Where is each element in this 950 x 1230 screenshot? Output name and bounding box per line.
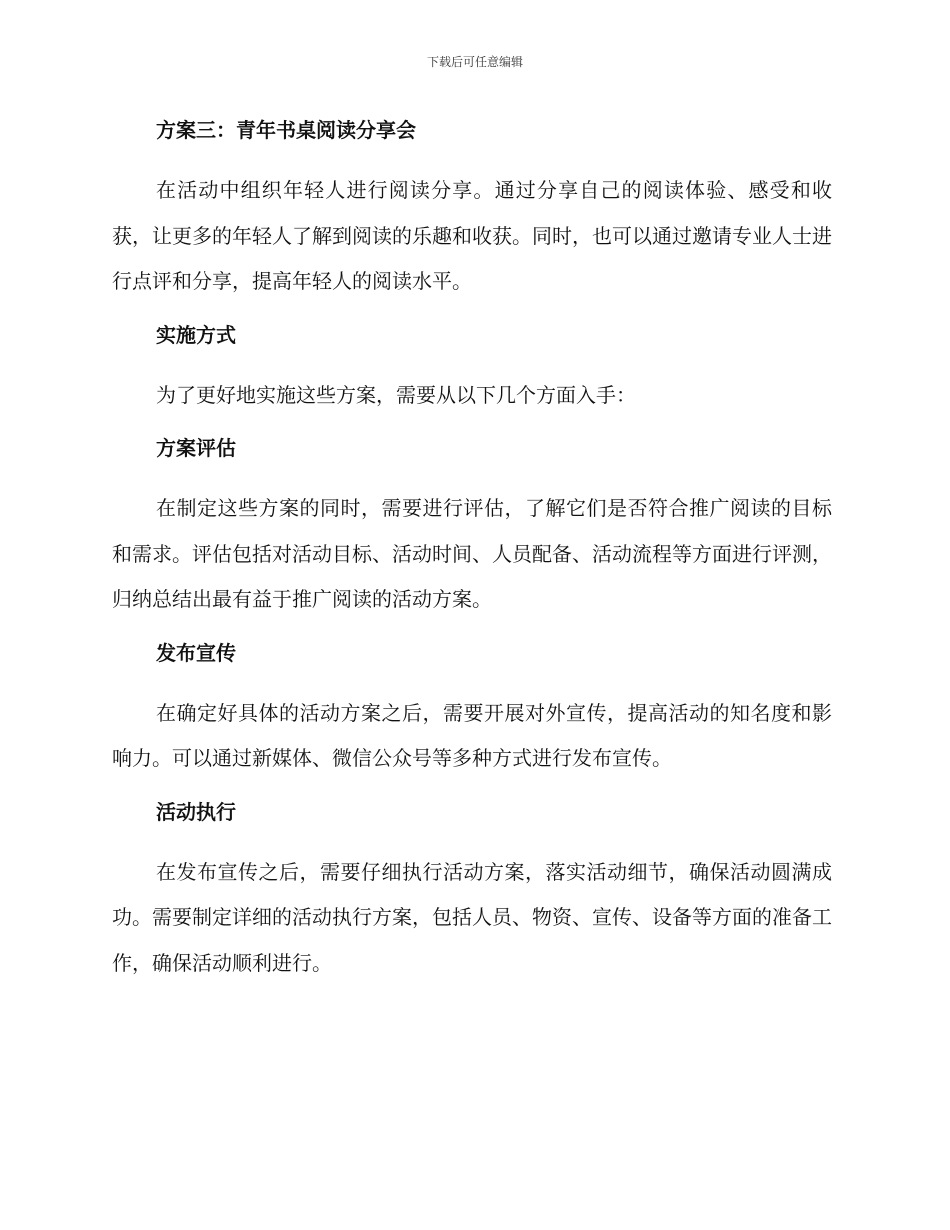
section-heading-execution: 活动执行 xyxy=(156,799,236,824)
section-paragraph-publicity: 在确定好具体的活动方案之后，需要开展对外宣传，提高活动的知名度和影响力。可以通过新媒体、微信公众号等多种方式进行发布宣传。 xyxy=(112,700,832,770)
section-paragraph-implementation: 为了更好地实施这些方案，需要从以下几个方面入手： xyxy=(156,382,636,407)
header-note: 下载后可任意编辑 xyxy=(426,55,523,69)
section-heading-evaluation: 方案评估 xyxy=(156,436,236,460)
section-heading-implementation: 实施方式 xyxy=(156,322,236,347)
section-paragraph-evaluation: 在制定这些方案的同时，需要进行评估，了解它们是否符合推广阅读的目标和需求。评估包括对活动目标、活动时间、人员配备、活动流程等方面进行评测，归纳总结出最有益于推广阅读的活动方案。 xyxy=(112,496,832,611)
section-heading-plan-three: 方案三：青年书桌阅读分享会 xyxy=(156,118,416,142)
section-paragraph-plan-three: 在活动中组织年轻人进行阅读分享。通过分享自己的阅读体验、感受和收获，让更多的年轻人了解到阅读的乐趣和收获。同时，也可以通过邀请专业人士进行点评和分享，提高年轻人的阅读水平。 xyxy=(112,178,832,293)
section-heading-publicity: 发布宣传 xyxy=(156,640,236,665)
document-body xyxy=(112,114,832,986)
section-paragraph-execution: 在发布宣传之后，需要仔细执行活动方案，落实活动细节，确保活动圆满成功。需要制定详细的活动执行方案，包括人员、物资、宣传、设备等方面的准备工作，确保活动顺利进行。 xyxy=(112,859,832,975)
